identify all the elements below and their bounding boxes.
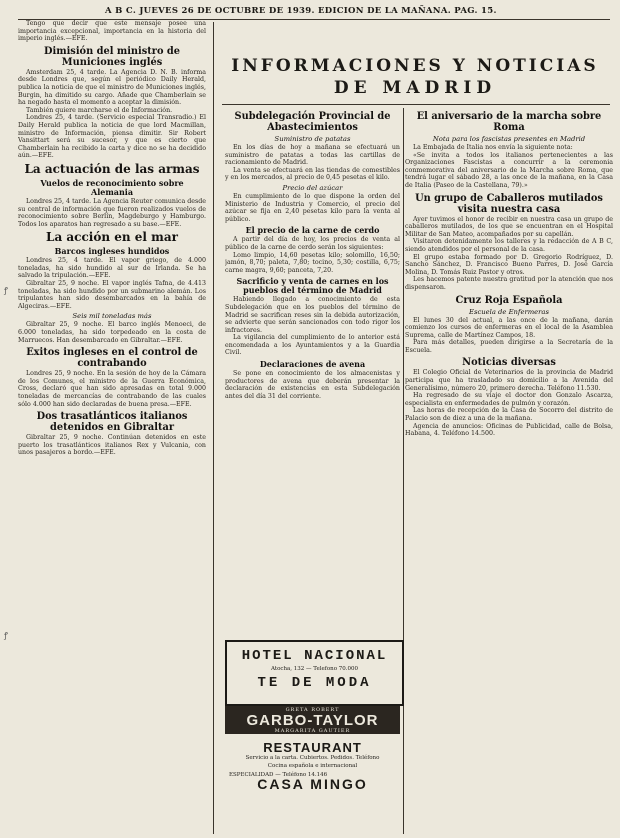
page-header: A B C. JUEVES 26 DE OCTUBRE DE 1939. EDICION DE LA MAÑANA. PAG. 15. [105, 6, 497, 16]
article-paragraph: Visitaron detenidamente los talleres y la redacción de A B C, siendo atendidos por el personal de la casa. [405, 238, 613, 253]
ad-restaurant [225, 740, 400, 834]
article-paragraph: La Embajada de Italia nos envía la siguiente nota: [413, 144, 573, 151]
column-right [405, 108, 613, 826]
ad-hotel-title: HOTEL NACIONAL [241, 648, 388, 664]
section-banner [220, 55, 610, 105]
subhead-avena: Declaraciones de avena [259, 359, 366, 370]
subhead-patatas: Suministro de patatas [274, 135, 351, 143]
article-paragraph: Gibraltar 25, 9 noche. El barco inglés Menoeci, de 6.000 toneladas, ha sido torpedeado en la costa de Marruecos. Han desembarcado en Gibraltar.—EFE. [18, 321, 206, 344]
headline-armas: La actuación de las armas [24, 161, 200, 176]
ad-cinema-actors: GRETA ROBERT [285, 707, 340, 713]
article-paragraph: Habiendo llegado a conocimiento de esta Subdelegación que en los pueblos del término de Madrid se sacrifican reses sin la debida autorización, se advierte que serán sancionados con todo rigor los infractores. [225, 296, 400, 334]
ad-restaurant-line: ESPECIALIDAD — Teléfono 14.146 [229, 772, 328, 778]
margin-mark: ꝭ [4, 631, 8, 640]
subhead-fascistas: Nota para los fascistas presentes en Madrid [432, 135, 586, 143]
article-paragraph: La vigilancia del cumplimiento de lo anterior está encomendada a los Ayuntamientos y a la Guardia Civil. [225, 334, 400, 357]
article-paragraph: Ha regresado de su viaje el doctor don Gonzalo Ascarza, especialista en enfermedades de pulmón y corazón. [405, 392, 613, 407]
article-paragraph: Les hacemos patente nuestra gratitud por la atención que nos dispensaron. [405, 276, 613, 291]
subhead-barcos: Barcos ingleses hundidos [54, 246, 170, 257]
banner-line-2: DE MADRID [333, 78, 497, 98]
article-paragraph: Londres 25, 4 tarde. La Agencia Reuter comunica desde su central de información que fueron realizados vuelos de reconocimiento sobre Berlín, Magdeburgo y Hamburgo. Todos los aparatos han regresado a su base.—EFE. [18, 197, 206, 228]
ad-cinema [225, 706, 400, 734]
column-divider-2 [403, 108, 404, 834]
headline-dimision: Dimisión del ministro de Municiones inglés [44, 45, 180, 68]
headline-cruz-roja: Cruz Roja Española [455, 294, 563, 306]
article-paragraph: Se pone en conocimiento de los almacenistas y productores de avena que deberán presentar la declaración de existencias en esta Subdelegación antes del día 31 del corriente. [225, 370, 400, 400]
subhead-vuelos: Vuelos de reconocimiento sobre Alemania [40, 177, 184, 197]
article-paragraph: La venta se efectuará en las tiendas de comestibles y en los mercados, al precio de 0,45 pesetas el kilo. [225, 166, 400, 182]
banner-line-1: INFORMACIONES Y NOTICIAS [231, 56, 599, 76]
article-paragraph: Amsterdam 25, 4 tarde. La Agencia D. N. B. informa desde Londres que, según el periódico Daily Herald, publica la noticia de que el ministro de Municiones inglés, Burgin, ha dimitido su cargo. Añade que Chamberlain se ha negado hasta el momento a aceptar la dimisión. [18, 68, 206, 107]
article-paragraph: Para más detalles, pueden dirigirse a la Secretaría de la Escuela. [405, 339, 613, 354]
article-paragraph: En cumplimiento de lo que dispone la orden del Ministerio de Industria y Comercio, el precio del azúcar se fija en 2,40 pesetas kilo para la venta al público. [225, 192, 400, 223]
ad-restaurant-name: CASA MINGO [257, 776, 368, 792]
article-paragraph: «Se invita a todos los italianos pertenecientes a las Organizaciones Fascistas a concurrir a la ceremonia conmemorativa del aniversario de la Marcha sobre Roma, que tendrá lugar el sábado 28, a las once de la mañana, en la Casa de Italia (Paseo de la Castellana, 79).» [405, 151, 613, 189]
article-paragraph: Gibraltar 25, 9 noche. El vapor inglés Tafna, de 4.413 toneladas, ha sido hundido por un submarino alemán. Los tripulantes han sido desembarcados en la bahía de Algeciras.—EFE. [18, 280, 206, 310]
ad-restaurant-line: Cocina española e internacional [267, 763, 358, 769]
article-paragraph: El grupo estaba formado por D. Gregorio Rodríguez, D. Sancho Sánchez, D. Francisco Bueno Parres, D. José García Molina, D. Tomás Ruiz Pastor y otros. [405, 253, 613, 276]
column-divider-1 [213, 22, 214, 834]
headline-exitos: Exitos ingleses en el control de contrabando [26, 347, 198, 370]
article-paragraph: En los días de hoy a mañana se efectuará un suministro de patatas a todas las cartillas de racionamiento de Madrid. [225, 144, 400, 167]
ad-restaurant-title: RESTAURANT [263, 740, 362, 755]
subhead-enfermeras: Escuela de Enfermeras [469, 307, 549, 316]
column-left [18, 20, 206, 830]
article-paragraph: Londres 25, 4 tarde. El vapor griego, de 4.000 toneladas, ha sido hundido al sur de Irlanda. Se ha salvado la tripulación.—EFE. [18, 257, 206, 280]
ad-hotel-nacional [225, 640, 404, 706]
headline-subdelegacion: Subdelegación Provincial de Abastecimientos [234, 111, 391, 133]
ad-restaurant-line: Servicio a la carta. Cubiertos. Pedidos. Teléfono [245, 755, 380, 761]
headline-mutilados: Un grupo de Caballeros mutilados visita nuestra casa [415, 192, 603, 215]
ad-cinema-film: MARGARITA GAUTIER [274, 728, 351, 734]
subhead-azucar: Precio del azúcar [282, 183, 343, 192]
headline-aniversario: El aniversario de la marcha sobre Roma [416, 111, 602, 133]
article-paragraph: El lunes 30 del actual, a las once de la mañana, darán comienzo los cursos de enfermeras en el local de la Asamblea Suprema, calle de Martínez Campos, 18. [405, 316, 613, 339]
article-paragraph: Las horas de recepción de la Casa de Socorro del distrito de Palacio son de diez a una de la mañana. [405, 407, 613, 423]
article-paragraph: También quiere marcharse el de Información. [26, 106, 173, 114]
headline-trasatlanticos: Dos trasatlánticos italianos detenidos en Gibraltar [36, 411, 188, 434]
article-paragraph: Agencia de anuncios: Oficinas de Publicidad, calle de Bolsa, Habana, 4. Teléfono 14.500. [405, 422, 613, 438]
article-paragraph: Londres 25, 9 noche. En la sesión de hoy de la Cámara de los Comunes, el ministro de la Guerra Económica, Cross, declaró que han sido apresadas en total 9.000 toneladas de mercancías de contrabando de las cuales sólo 4.000 han sido declaradas de buena presa.—EFE. [18, 370, 206, 408]
article-paragraph: Tengo que decir que este mensaje posee una importancia excepcional, importancia en la historia del imperio inglés.—EFE. [18, 20, 206, 43]
ad-hotel-slogan: TE DE MODA [257, 675, 372, 691]
headline-mar: La acción en el mar [46, 230, 178, 245]
article-paragraph: Lomo limpio, 14,60 pesetas kilo; solomillo, 16,50; jamón, 8,70; paleta, 7,80; tocino, 5,30; costilla, 6,75; carne magra, 9,60; panceta, 7,20. [225, 251, 400, 274]
article-paragraph: A partir del día de hoy, los precios de venta al público de la carne de cerdo serán los siguientes: [225, 236, 400, 251]
article-paragraph: Ayer tuvimos el honor de recibir en nuestra casa un grupo de caballeros mutilados, de los que se encuentran en el Hospital Militar de San Mateo, acompañados por su capellán. [405, 215, 613, 238]
banner-rule [222, 104, 610, 105]
subhead-cerdo: El precio de la carne de cerdo [245, 225, 380, 236]
article-paragraph: El Colegio Oficial de Veterinarios de la provincia de Madrid participa que ha trasladado su domicilio a la Avenida del Generalísimo, número 20, primero derecha. Teléfono 11.530. [405, 369, 613, 392]
subhead-seis-mil: Seis mil toneladas más [72, 312, 152, 321]
ad-hotel-address: Atocha, 132 — Telefono 70.000 [271, 666, 358, 672]
column-middle [225, 108, 400, 624]
headline-noticias: Noticias diversas [462, 357, 556, 369]
margin-mark: ꝭ [4, 286, 8, 295]
article-paragraph: Londres 25, 4 tarde. (Servicio especial Transradio.) El Daily Herald publica la noticia de que lord Macmillan, ministro de Información, piensa dimitir. Sir Robert Vansittart será su sucesor, y que es cierto que Chamberlain ha recibido la carta y dice no se ha decidido aún.—EFE. [18, 114, 206, 160]
ad-cinema-title: GARBO-TAYLOR [246, 712, 379, 729]
article-paragraph: Gibraltar 25, 9 noche. Continúan detenidos en este puerto los trasatlánticos italianos Rex y Vulcania, con unos pasajeros a bordo.—EFE. [18, 434, 206, 457]
subhead-sacrificio: Sacrificio y venta de carnes en los pueblos del término de Madrid [236, 276, 389, 296]
